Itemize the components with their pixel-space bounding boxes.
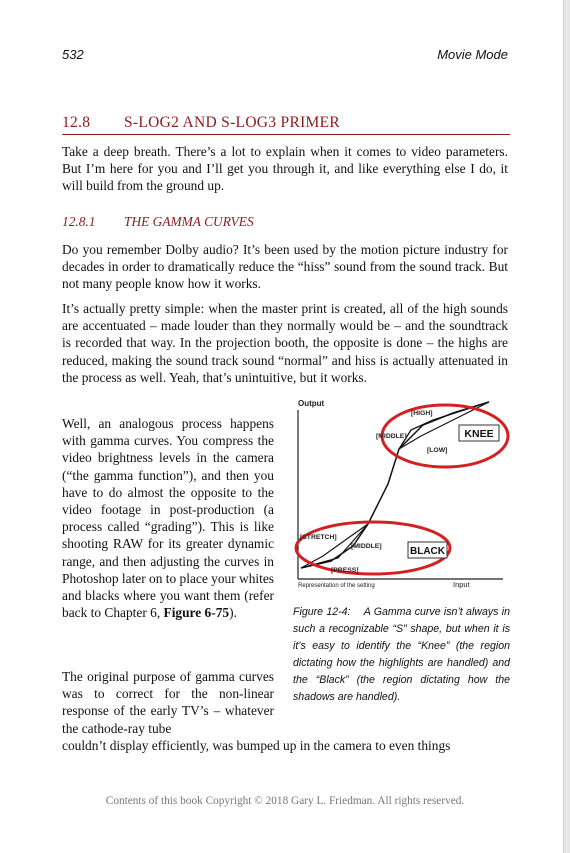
copyright-footer: Contents of this book Copyright © 2018 Gary L. Friedman. All rights reserved. [105,795,465,807]
chapter-title: Movie Mode [437,47,508,62]
section-rule [62,134,510,135]
simple-paragraph: It’s actually pretty simple: when the master print is created, all of the high sounds are accentuated – made louder than they normally would be – and the soundtrack is recorded that way. In the projection booth, the opposite is done – the highs are reduced, making the sound track sound “normal” and hiss is actually attenuated in the process as well. Yeah, that’s unintuitive, but it works. [62,301,508,385]
subsection-heading [62,214,254,230]
press-label: [PRESS] [331,567,359,574]
section-heading [62,114,510,132]
analogous-end: ). [229,605,237,621]
dolby-paragraph: Do you remember Dolby audio? It’s been used by the motion picture industry for decades in order to dramatically reduce the “hiss” sound from the sound track. But not many people know how it works. [62,242,508,292]
page-number: 532 [62,47,84,62]
section-title: S-LOG2 AND S-LOG3 PRIMER [124,114,341,131]
analogous-paragraph [62,415,274,621]
subsection-title: THE GAMMA CURVES [124,214,254,229]
figure-caption [293,604,510,706]
section-number: 12.8 [62,114,91,131]
high-label: [HIGH] [411,410,433,417]
knee-label: KNEE [464,428,494,440]
caption-label: Figure 12-4: [293,606,351,618]
x-axis-label: Input [453,580,470,589]
caption-text: A Gamma curve isn’t always in such a recognizable “S” shape, but when it is it’s easy to identify the “Knee” (the region dictating how the highlights are handled) and the “Black” (the region dictating how the shadows are handled). [293,606,510,703]
figure-reference: Figure 6-75 [163,605,230,621]
setting-label: Representation of the setting [298,583,375,589]
intro-paragraph: Take a deep breath. There’s a lot to explain when it comes to video parameters. But I’m here for you and I’ll get you through it, and like everything else I do, it will build from the ground up. [62,144,508,194]
middle-bottom-label: [MIDDLE] [351,543,382,550]
analogous-text: Well, an analogous process happens with gamma curves. You compress the video brightness levels in the camera (“the gamma function”), and then you have to do almost the opposite to the video footage in post-production (a process called “grading”). This is like shooting RAW for its greater dynamic range, and then adjusting the curves in Photoshop later on to place your whites and blacks where you want them (refer back to Chapter 6, [62,416,274,621]
middle-top-label: [MIDDLE] [376,433,407,440]
original-paragraph: The original purpose of gamma curves was to correct for the non-linear response of the early TV’s – whatever the cathode-ray tube [62,669,274,736]
original-paragraph-continued: couldn’t display efficiently, was bumped up in the camera to even things [62,738,451,753]
low-label: [LOW] [427,447,448,454]
page-edge [563,0,570,853]
y-axis-label: Output [298,399,325,408]
stretch-label: [STRETCH] [300,534,337,541]
black-label: BLACK [410,546,445,557]
gamma-curve-figure [293,396,510,592]
running-header [62,47,508,67]
subsection-number: 12.8.1 [62,214,96,229]
